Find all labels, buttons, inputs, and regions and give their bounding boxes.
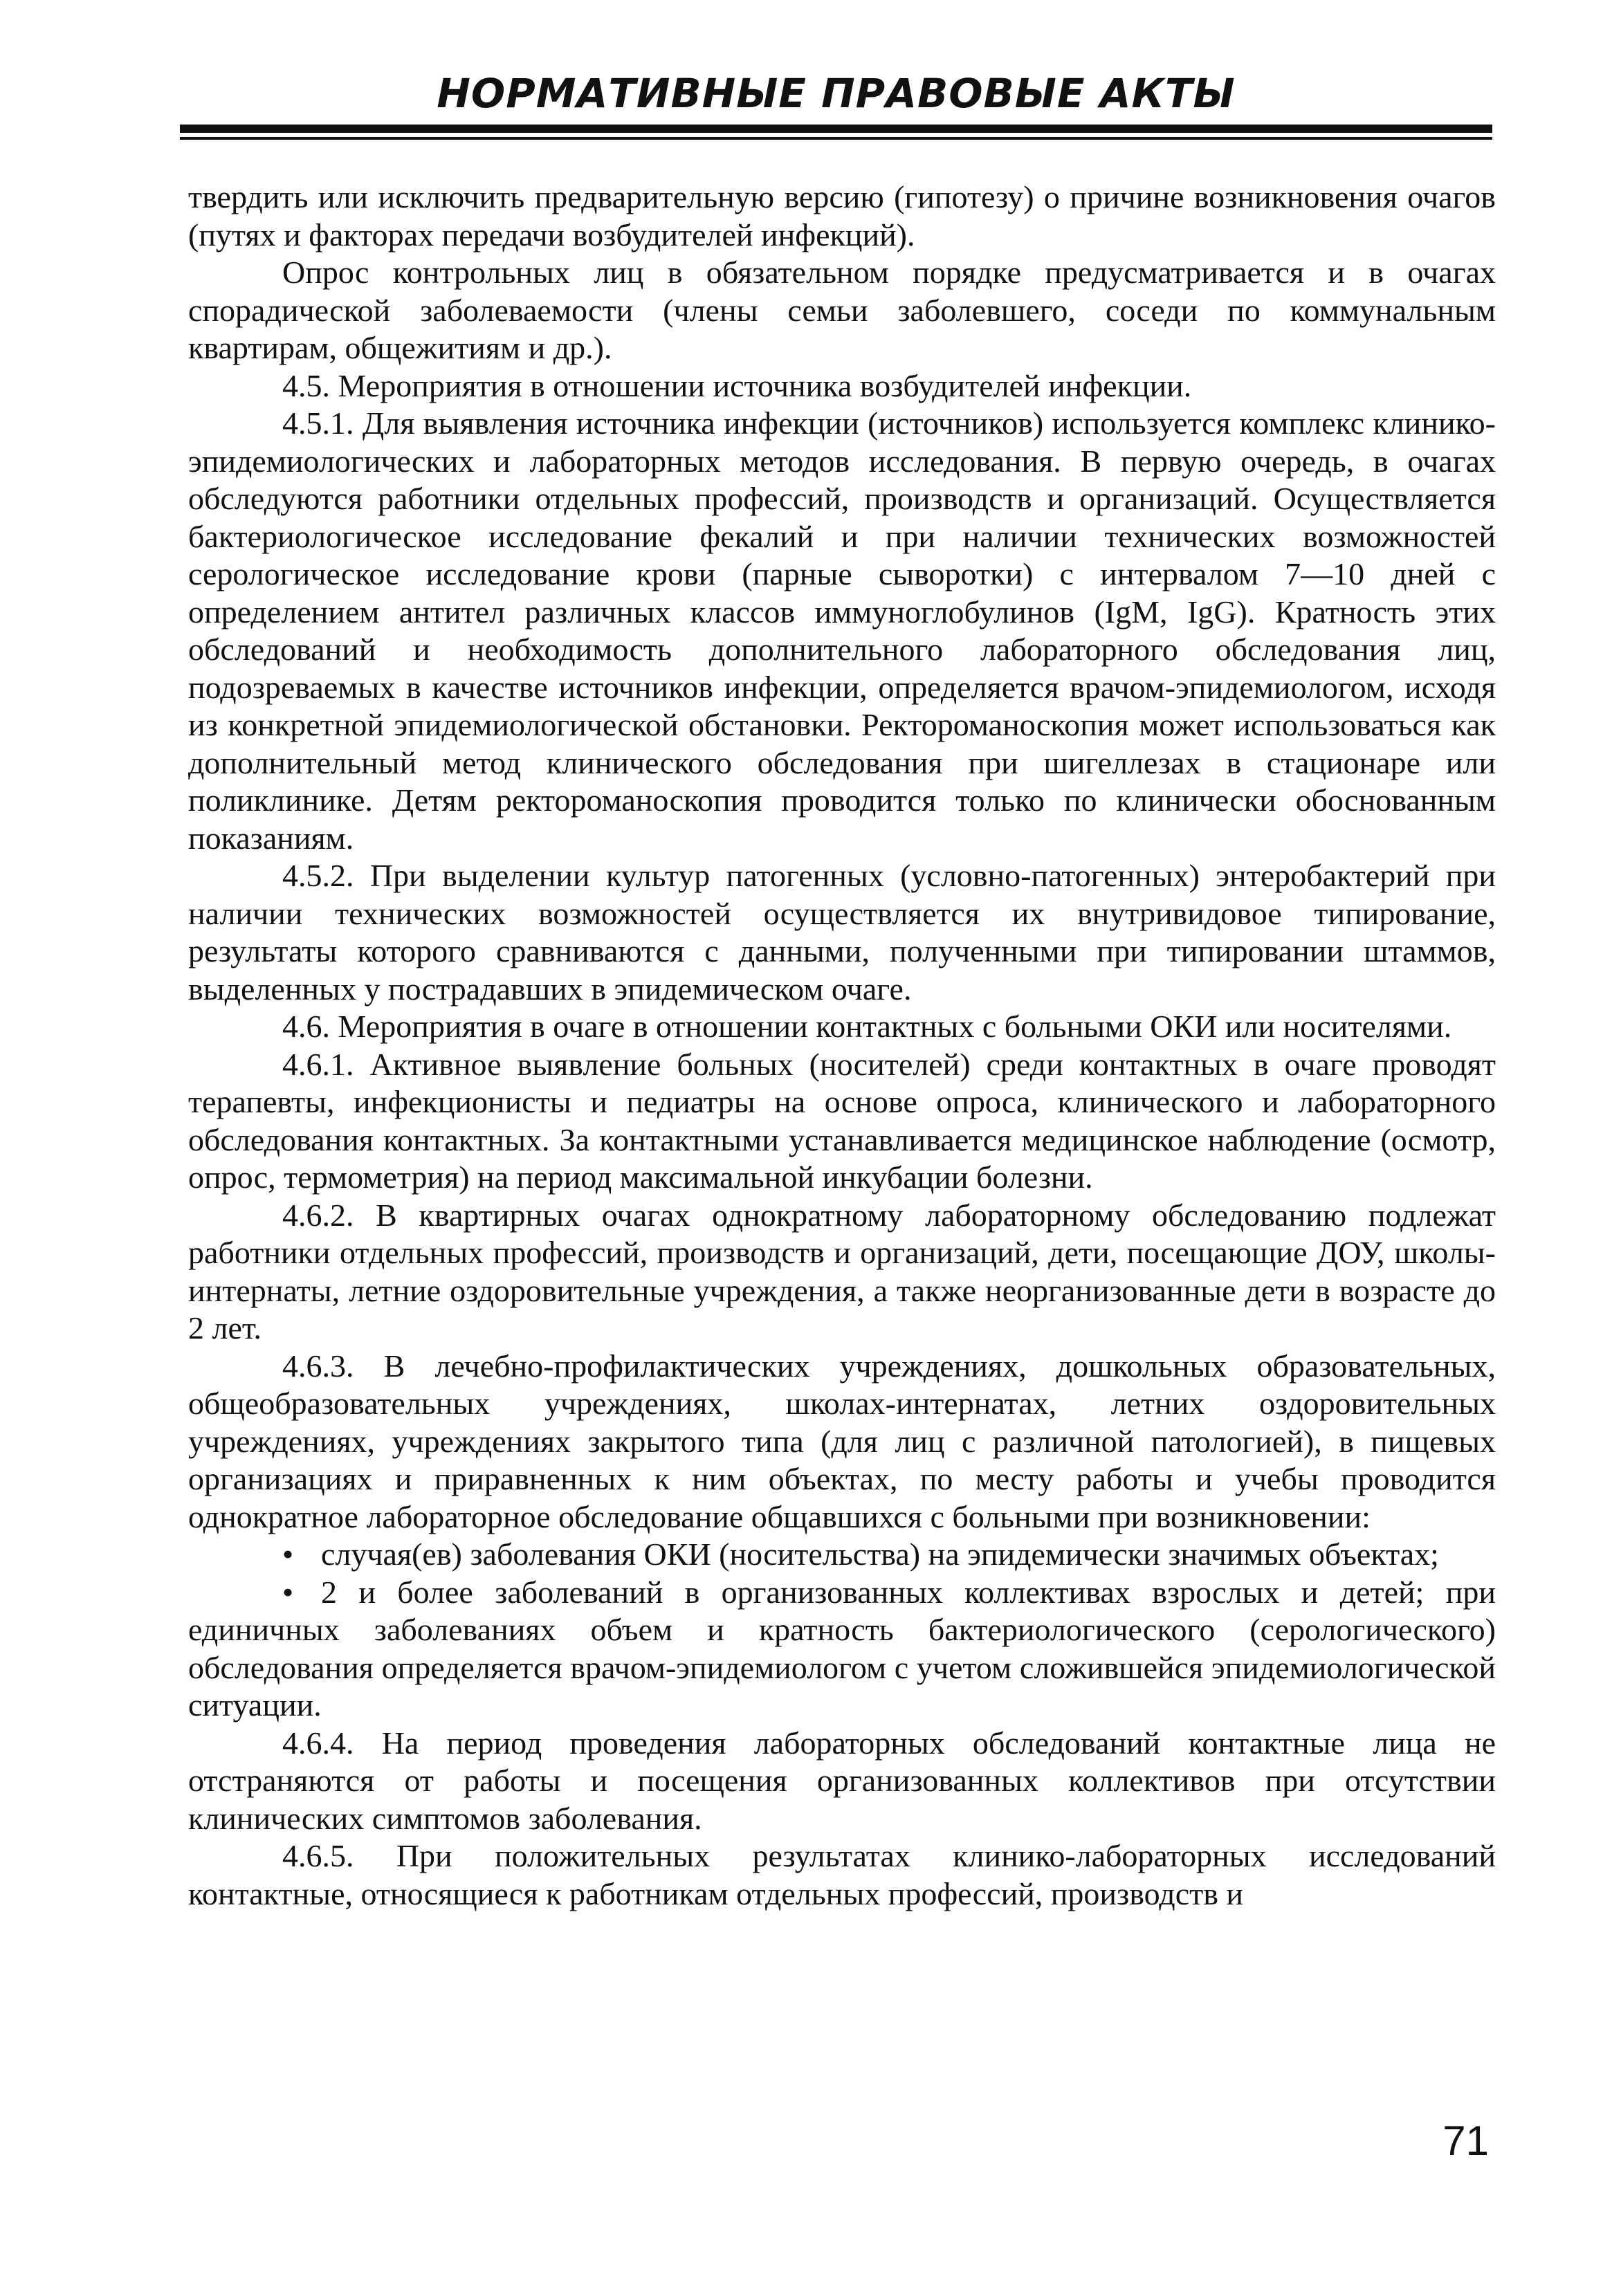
header-rule-thin [180,137,1492,140]
bullet-icon: • [282,1536,294,1572]
paragraph-4-6-5: 4.6.5. При положительных результатах клинико-лабораторных исследований контактные, относящиеся к работникам отдельных профессий, производств и [188,1838,1496,1911]
page-number: 71 [1442,2118,1489,2164]
paragraph-4-6-4: 4.6.4. На период проведения лабораторных обследований контактные лица не отстраняются от работы и посещения организованных коллективов при отсутствии клинических симптомов заболевания. [188,1725,1496,1836]
running-header-title: НОРМАТИВНЫЕ ПРАВОВЫЕ АКТЫ [437,70,1236,117]
bullet-text: 2 и более заболеваний в организованных коллективах взрослых и детей; при единичных заболеваниях объем и кратность бактериологического (серологического) обследования определяется врачом-эпидемиологом с учетом сложившейся эпидемиологической ситуации. [188,1574,1496,1723]
paragraph-continuation: твердить или исключить предварительную версию (гипотезу) о причине возникновения очагов (путях и факторах передачи возбудителей инфекций). [188,179,1496,252]
section-heading-4-5: 4.5. Мероприятия в отношении источника возбудителей инфекции. [282,367,1192,403]
bullet-list-item [188,1536,1496,1574]
paragraph-4-5-2: 4.5.2. При выделении культур патогенных (условно-патогенных) энтеробактерий при наличии технических возможностей осуществляется их внутривидовое типирование, результаты которого сравниваются с данными, полученными при типировании штаммов, выделенных у пострадавших в эпидемическом очаге. [188,858,1496,1007]
paragraph-4-5-1: 4.5.1. Для выявления источника инфекции (источников) используется комплекс клинико-эпидемиологических и лабораторных методов исследования. В первую очередь, в очагах обследуются работники отдельных профессий, производств и организаций. Осуществляется бактериологическое исследование фекалий и при наличии технических возможностей серологическое исследование крови (парные сыворотки) с интервалом 7—10 дней с определением антител различных классов иммуноглобулинов (IgM, IgG). Кратность этих обследований и необходимость дополнительного лабораторного обследования лиц, подозреваемых в качестве источников инфекции, определяется врачом-эпидемиологом, исходя из конкретной эпидемиологической обстановки. Ректороманоскопия может использоваться как дополнительный метод клинического обследования при шигеллезах в стационаре или поликлинике. Детям ректороманоскопия проводится только по клинически обоснованным показаниям. [188,405,1496,856]
body-text [188,178,1496,1913]
paragraph-4-6-1: 4.6.1. Активное выявление больных (носителей) среди контактных в очаге проводят терапевты, инфекционисты и педиатры на основе опроса, клинического и лабораторного обследования контактных. За контактными устанавливается медицинское наблюдение (осмотр, опрос, термометрия) на период максимальной инкубации болезни. [188,1046,1496,1195]
section-heading-4-6: 4.6. Мероприятия в очаге в отношении контактных с больными ОКИ или носителями. [282,1009,1452,1044]
bullet-text: случая(ев) заболевания ОКИ (носительства) на эпидемически значимых объектах; [321,1536,1439,1572]
bullet-list-item [188,1574,1496,1725]
header-rule-thick [180,125,1492,133]
bullet-icon: • [282,1574,294,1610]
paragraph-4-6-2: 4.6.2. В квартирных очагах однократному лабораторному обследованию подлежат работники отдельных профессий, производств и организаций, дети, посещающие ДОУ, школы-интернаты, летние оздоровительные учреждения, а также неорганизованные дети в возрасте до 2 лет. [188,1197,1496,1346]
paragraph: Опрос контрольных лиц в обязательном порядке предусматривается и в очагах спорадической заболеваемости (члены семьи заболевшего, соседи по коммунальным квартирам, общежитиям и др.). [188,255,1496,365]
paragraph-4-6-3: 4.6.3. В лечебно-профилактических учреждениях, дошкольных образовательных, общеобразовательных учреждениях, школах-интернатах, летних оздоровительных учреждениях, учреждениях закрытого типа (для лиц с различной патологией), в пищевых организациях и приравненных к ним объектах, по месту работы и учебы проводится однократное лабораторное обследование общавшихся с больными при возникновении: [188,1348,1496,1534]
